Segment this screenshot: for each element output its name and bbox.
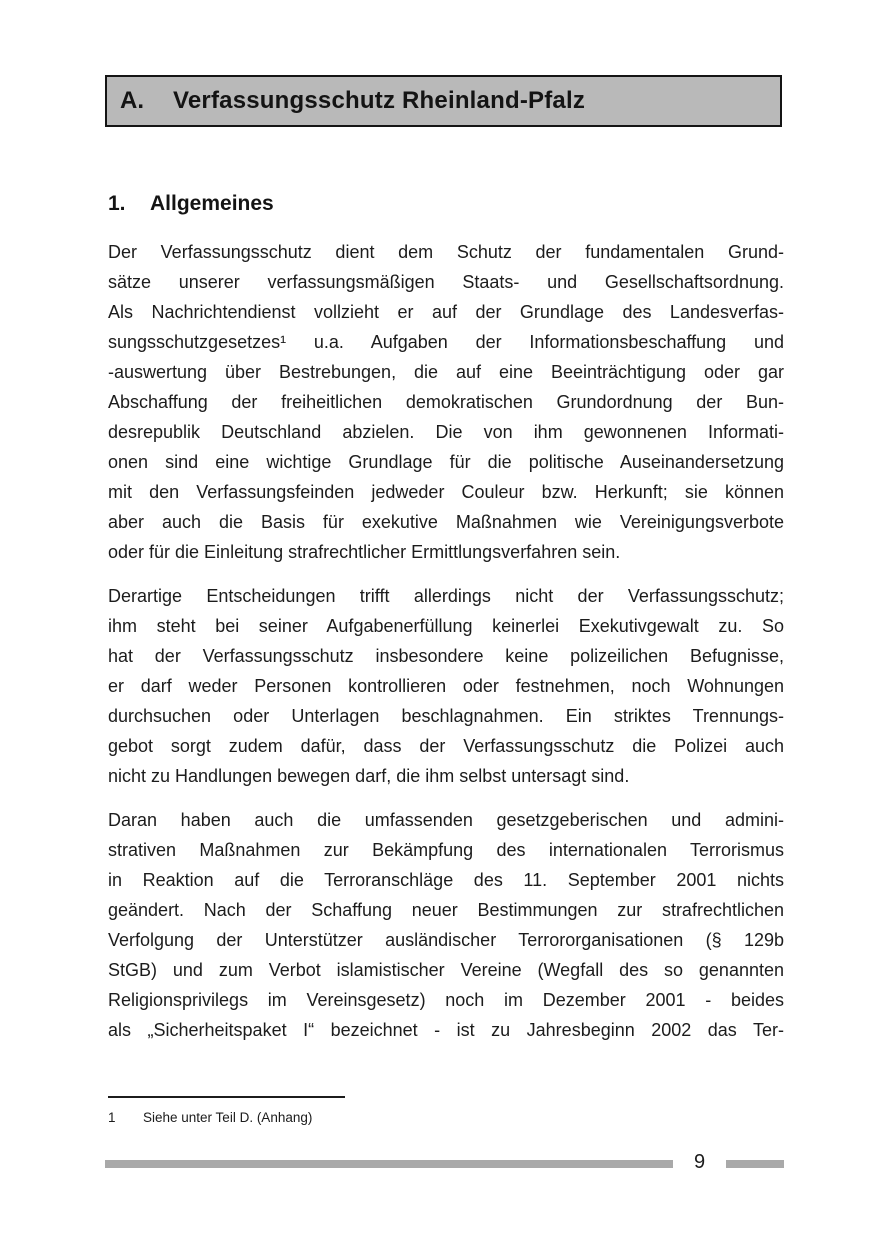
paragraph-line: Verfolgung der Unterstützer ausländischer Terrororganisationen (§ 129b <box>108 930 784 950</box>
paragraph-line: mit den Verfassungsfeinden jedweder Couleur bzw. Herkunft; sie können <box>108 482 784 502</box>
footer-bar-short <box>726 1160 784 1168</box>
main-content <box>108 192 784 1059</box>
paragraph-line: sungsschutzgesetzes¹ u.a. Aufgaben der Informationsbeschaffung und <box>108 332 784 352</box>
paragraph-line: als „Sicherheitspaket I“ bezeichnet - ist zu Jahresbeginn 2002 das Ter- <box>108 1020 784 1040</box>
paragraph-line: hat der Verfassungsschutz insbesondere keine polizeilichen Befugnisse, <box>108 646 784 666</box>
paragraph-line: Abschaffung der freiheitlichen demokratischen Grundordnung der Bun- <box>108 392 784 412</box>
page-number: 9 <box>693 1151 706 1173</box>
paragraph-line: Der Verfassungsschutz dient dem Schutz der fundamentalen Grund- <box>108 242 784 262</box>
footnote <box>108 1110 708 1125</box>
paragraph <box>108 805 784 1045</box>
paragraph-line: Derartige Entscheidungen trifft allerdings nicht der Verfassungsschutz; <box>108 586 784 606</box>
paragraph-line: geändert. Nach der Schaffung neuer Bestimmungen zur strafrechtlichen <box>108 900 784 920</box>
section-heading-number: 1. <box>108 192 126 215</box>
body-paragraphs <box>108 237 784 1045</box>
paragraph-line: sätze unserer verfassungsmäßigen Staats- und Gesellschaftsordnung. <box>108 272 784 292</box>
section-a-label: A. <box>120 87 144 114</box>
section-heading <box>108 192 784 216</box>
paragraph-line: er darf weder Personen kontrollieren oder festnehmen, noch Wohnungen <box>108 676 784 696</box>
paragraph-line: desrepublik Deutschland abzielen. Die von ihm gewonnenen Informati- <box>108 422 784 442</box>
paragraph-line: -auswertung über Bestrebungen, die auf eine Beeinträchtigung oder gar <box>108 362 784 382</box>
paragraph-line: Religionsprivilegs im Vereinsgesetz) noch im Dezember 2001 - beides <box>108 990 784 1010</box>
paragraph-line: gebot sorgt zudem dafür, dass der Verfassungsschutz die Polizei auch <box>108 736 784 756</box>
paragraph-line: nicht zu Handlungen bewegen darf, die ihm selbst untersagt sind. <box>108 766 630 786</box>
paragraph-line: ihm steht bei seiner Aufgabenerfüllung keinerlei Exekutivgewalt zu. So <box>108 616 784 636</box>
paragraph-line: onen sind eine wichtige Grundlage für die politische Auseinandersetzung <box>108 452 784 472</box>
paragraph <box>108 581 784 791</box>
paragraph-line: Als Nachrichtendienst vollzieht er auf der Grundlage des Landesverfas- <box>108 302 784 322</box>
footnote-separator-rule <box>108 1096 345 1098</box>
section-a-title: Verfassungsschutz Rheinland-Pfalz <box>173 87 586 114</box>
section-heading-title: Allgemeines <box>150 192 274 215</box>
paragraph-line: durchsuchen oder Unterlagen beschlagnahmen. Ein striktes Trennungs- <box>108 706 784 726</box>
paragraph-line: strativen Maßnahmen zur Bekämpfung des internationalen Terrorismus <box>108 840 784 860</box>
paragraph-line: in Reaktion auf die Terroranschläge des 11. September 2001 nichts <box>108 870 784 890</box>
footer-bar-long <box>105 1160 673 1168</box>
paragraph-line: oder für die Einleitung strafrechtlicher Ermittlungsverfahren sein. <box>108 542 621 562</box>
paragraph <box>108 237 784 567</box>
section-a-header <box>105 75 782 127</box>
paragraph-line: aber auch die Basis für exekutive Maßnahmen wie Vereinigungsverbote <box>108 512 784 532</box>
paragraph-line: StGB) und zum Verbot islamistischer Vereine (Wegfall des so genannten <box>108 960 784 980</box>
footnote-text: Siehe unter Teil D. (Anhang) <box>143 1110 313 1125</box>
footnote-number: 1 <box>108 1110 116 1125</box>
paragraph-line: Daran haben auch die umfassenden gesetzgeberischen und admini- <box>108 810 784 830</box>
